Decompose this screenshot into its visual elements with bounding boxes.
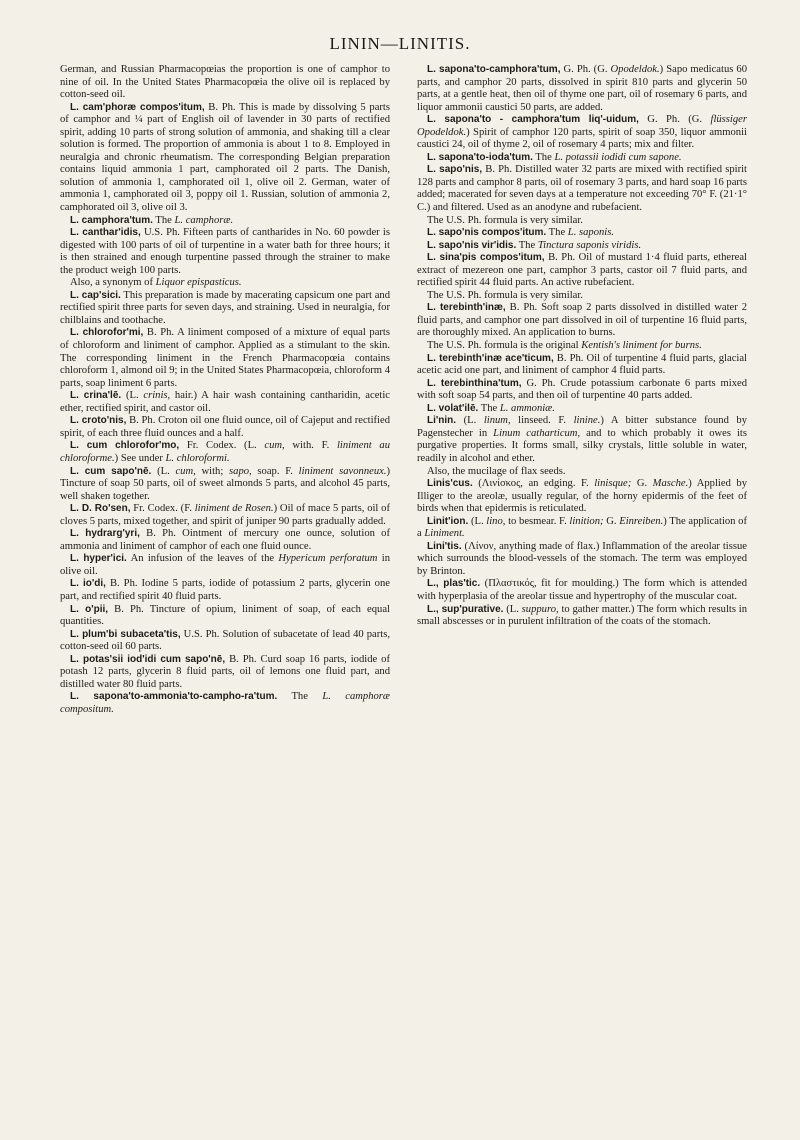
headword: L., plas'tic. (427, 578, 481, 590)
entry-paragraph: L. sapona'to-ioda'tum. The L. potassii iodidi cum sapone. (427, 151, 682, 163)
entry-paragraph: Lini'tis. (Λίνον, anything made of flax.) Inflammation of the areolar tissue which surrounds the blood-vessels of the stomach. The term was employed by Brinton. (417, 540, 747, 577)
headword: L. io'di, (70, 578, 106, 590)
entry-paragraph: L. hydrarg'yri, B. Ph. Ointment of mercury one ounce, solution of ammonia and liniment of camphor of each one fluid ounce. (60, 528, 390, 552)
entry-paragraph: L. cum chlorofor'mo, Fr. Codex. (L. cum, with. F. liniment au chloroforme.) See under L. chloroformi. (60, 440, 390, 464)
headword: L. terebinthina'tum, (427, 377, 522, 389)
headword: Li'nin. (427, 415, 457, 427)
headword: L. volat'ilē. (427, 402, 479, 414)
entry-paragraph: The U.S. Ph. formula is very similar. (427, 289, 583, 301)
headword: L. sapo'nis compos'itum. (427, 227, 547, 239)
entry-paragraph: L. terebinth'inæ, B. Ph. Soft soap 2 parts dissolved in distilled water 2 fluid parts, and camphor one part dissolved in oil of turpentine 16 fluid parts, are thoroughly mixed. An application to burns. (417, 302, 747, 339)
headword: L. crina'lē. (70, 390, 122, 402)
headword: L. canthar'idis, (70, 227, 141, 239)
entry-paragraph: L. sapona'to-camphora'tum, G. Ph. (G. Opodeldok.) Sapo medicatus 60 parts, and camphor 20 parts, dissolved in spirit 810 parts and glycerin 50 parts, at a gentle heat, then oil of thyme one part, oil of rosemary 6 parts, and liquor ammonii caustici 50 parts, are added. (417, 64, 747, 113)
headword: L. potas'sii iod'idi cum sapo'nē, (70, 653, 226, 665)
headword: Lini'tis. (427, 540, 462, 552)
headword: L. o'pii, (70, 603, 109, 615)
headword: L. sina'pis compos'itum, (427, 252, 545, 264)
entry-paragraph: Linis'cus. (Λινίσκος, an edging. F. linisque; G. Masche.) Applied by Illiger to the areolæ, usually regular, of the horny epidermis of the feet of birds when that epidermis is reticulated. (417, 478, 747, 515)
entry-paragraph: L. D. Ro'sen, Fr. Codex. (F. liniment de Rosen.) Oil of mace 5 parts, oil of cloves 5 parts, mixed together, and spirit of juniper 90 parts gradually added. (60, 503, 391, 527)
entry-paragraph: L. chlorofor'mi, B. Ph. A liniment composed of a mixture of equal parts of chloroform and liniment of camphor. Applied as a stimulant to the skin. The corresponding liniment in the French Pharmacopœia contains chloroform 1, almond oil 9; in the United States Pharmacopœia, chloroform 4 parts, soap liniment 6 parts. (60, 327, 390, 389)
entry-paragraph: L. plum'bi subaceta'tis, U.S. Ph. Solution of subacetate of lead 40 parts, cotton-seed oil 60 parts. (60, 628, 390, 653)
headword: L. cam'phoræ compos'itum, (70, 101, 205, 113)
entry-paragraph: L. potas'sii iod'idi cum sapo'nē, B. Ph. Curd soap 16 parts, iodide of potash 12 parts, glycerin 8 fluid parts, oil of lemons one fluid part, and distilled water 80 fluid parts. (60, 653, 390, 690)
entry-paragraph: L. croto'nis, B. Ph. Croton oil one fluid ounce, oil of Cajeput and rectified spirit, of each three fluid ounces and a half. (60, 415, 391, 439)
entry-paragraph: The U.S. Ph. formula is very similar. (427, 214, 583, 226)
headword: L. sapona'to-ioda'tum. (427, 151, 533, 163)
headword: L., sup'purative. (427, 603, 504, 615)
headword: L. sapo'nis vir'idis. (427, 239, 517, 251)
headword: L. cum sapo'nē. (70, 465, 152, 477)
headword: L. terebinth'inæ, (427, 302, 506, 314)
entry-paragraph: L., sup'purative. (L. suppuro, to gather matter.) The form which results in small abscesses or in purulent infiltration of the coats of the stomach. (417, 603, 747, 628)
entry-paragraph: L. sapo'nis, B. Ph. Distilled water 32 parts are mixed with rectified spirit 128 parts and camphor 8 parts, oil of rosemary 3 parts, and hard soap 16 parts added; macerated for seven days at a temperature not exceeding 70° F. (21·1° C.) and filtered. Used as an anodyne and rubefacient. (417, 164, 747, 214)
entry-paragraph: L., plas'tic. (Πλαστικός, fit for moulding.) The form which is attended with hyperplasia of the areolar tissue and hypertrophy of the muscular coat. (417, 578, 748, 602)
headword: L. hyper'ici. (70, 553, 127, 565)
entry-paragraph: The U.S. Ph. formula is the original Kentish's liniment for burns. (427, 340, 702, 352)
entry-paragraph: L. sina'pis compos'itum, B. Ph. Oil of mustard 1·4 fluid parts, ethereal extract of mezereon one part, camphor 3 parts, castor oil 7 fluid parts, and rectified spirit 44 fluid parts. An active rubefacient. (417, 252, 747, 289)
entry-paragraph: L. sapo'nis vir'idis. The Tinctura saponis viridis. (427, 239, 642, 251)
entry-paragraph: L. cum sapo'nē. (L. cum, with; sapo, soap. F. liniment savonneux.) Tincture of soap 50 parts, oil of sweet almonds 5 parts, and alcohol 45 parts, well shaken together. (60, 465, 390, 502)
entry-paragraph: L. terebinthina'tum, G. Ph. Crude potassium carbonate 6 parts mixed with soft soap 54 parts, and then oil of turpentine 40 parts added. (417, 377, 747, 402)
headword: L. sapona'to-camphora'tum, (427, 64, 561, 75)
headword: L. sapona'to-ammonia'to-campho-ra'tum. (70, 691, 278, 703)
headword: L. D. Ro'sen, (70, 503, 131, 515)
entry-paragraph: L. o'pii, B. Ph. Tincture of opium, liniment of soap, of each equal quantities. (60, 603, 390, 628)
headword: L. hydrarg'yri, (70, 528, 140, 540)
entry-paragraph: Also, a synonym of Liquor epispasticus. (70, 277, 242, 289)
entry-paragraph: L. sapona'to - camphora'tum liq'-uidum, G. Ph. (G. flüssiger Opodeldok.) Spirit of camphor 120 parts, spirit of soap 350, liquor ammonii caustici 24, oil of thyme 2, oil of rosemary 4 parts; mix and filter. (417, 114, 747, 151)
headword: L. chlorofor'mi, (70, 327, 144, 339)
running-header: LININ—LINITIS. (329, 34, 471, 53)
entry-paragraph: L. terebinth'inæ ace'ticum, B. Ph. Oil of turpentine 4 fluid parts, glacial acetic acid one part, and liniment of camphor 4 fluid parts. (417, 352, 747, 377)
headword: L. sapo'nis, (427, 164, 483, 176)
headword: L. cap'sici. (70, 289, 121, 301)
left-column (60, 64, 390, 716)
headword: L. croto'nis, (70, 415, 127, 427)
headword: L. plum'bi subaceta'tis, (70, 628, 181, 640)
right-column (417, 64, 747, 629)
entry-paragraph: L. cap'sici. This preparation is made by macerating capsicum one part and rectified spirit three parts for seven days, and straining. Used in neuralgia, for chilblains and toothache. (60, 289, 390, 326)
entry-paragraph: L. cam'phoræ compos'itum, B. Ph. This is made by dissolving 5 parts of camphor and ¼ part of English oil of lavender in 30 parts of rectified spirit, adding 10 parts of strong solution of ammonia, and shaking till a clear solution is formed. The proportion of ammonia is about 1 to 8. Employed in neuralgia and chronic rheumatism. The corresponding Belgian preparation contains liquid ammonia 1 part, camphorated oil 2 parts. The Danish, solution of ammonia 1, camphorated oil 1, olive oil 2. German, water of ammonia 1, camphorated oil 3, poppy oil 1. Russian, solution of ammonia 2, camphorated oil 3, olive oil 3. (60, 101, 390, 214)
entry-paragraph: Linit'ion. (L. lino, to besmear. F. linition; G. Einreiben.) The application of a Liniment. (417, 515, 747, 540)
entry-paragraph: L. crina'lē. (L. crinis, hair.) A hair wash containing cantharidin, acetic ether, rectified spirit, and castor oil. (60, 390, 391, 414)
entry-paragraph: L. camphora'tum. The L. camphoræ. (70, 214, 234, 226)
entry-paragraph: Also, the mucilage of flax seeds. (427, 465, 566, 477)
headword: L. terebinth'inæ ace'ticum, (427, 352, 554, 364)
entry-paragraph: L. sapo'nis compos'itum. The L. saponis. (427, 227, 615, 239)
entry-paragraph: L. io'di, B. Ph. Iodine 5 parts, iodide of potassium 2 parts, glycerin one part, and rectified spirit 40 fluid parts. (60, 578, 390, 602)
headword: L. sapona'to - camphora'tum liq'-uidum, (427, 114, 639, 126)
entry-paragraph: L. volat'ilē. The L. ammoniæ. (427, 402, 555, 414)
entry-paragraph: L. hyper'ici. An infusion of the leaves of the Hypericum perforatum in olive oil. (60, 553, 391, 577)
entry-paragraph: Li'nin. (L. linum, linseed. F. linine.) A bitter substance found by Pagenstecher in Linum catharticum, and to which probably it owes its purgative properties. It forms small, silky crystals, little soluble in water, readily in alcohol and ether. (417, 415, 748, 464)
headword: L. camphora'tum. (70, 214, 153, 226)
headword: L. cum chlorofor'mo, (70, 440, 180, 452)
entry-paragraph: L. canthar'idis, U.S. Ph. Fifteen parts of cantharides in No. 60 powder is digested with 100 parts of oil of turpentine in a water bath for three hours; it is then strained and enough turpentine passed through the strainer to make the product weigh 100 parts. (60, 227, 390, 276)
headword: Linit'ion. (427, 515, 469, 527)
headword: Linis'cus. (427, 478, 473, 490)
entry-paragraph: L. sapona'to-ammonia'to-campho-ra'tum. The L. camphoræ compositum. (60, 691, 390, 715)
entry-paragraph: German, and Russian Pharmacopœias the proportion is one of camphor to nine of oil. In the United States Pharmacopœia the olive oil is replaced by cotton-seed oil. (60, 64, 390, 101)
